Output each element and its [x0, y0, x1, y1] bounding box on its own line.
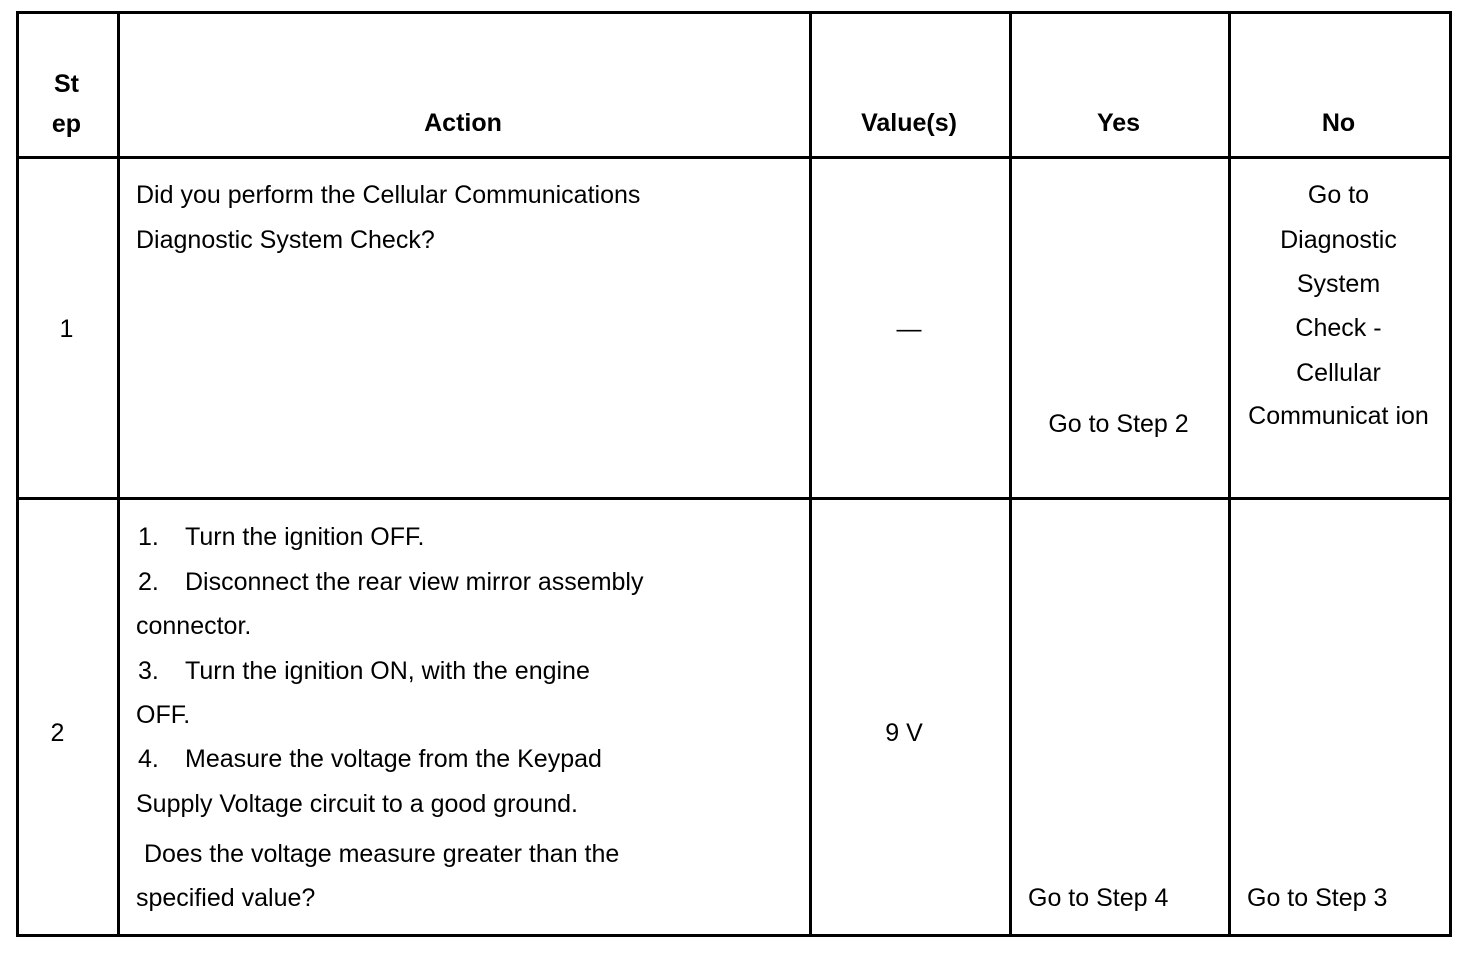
row2-value: 9 V	[885, 719, 923, 747]
row1-no-line3: System	[1296, 270, 1381, 298]
row2-item2-num: 2.	[138, 568, 159, 596]
row1-value: —	[896, 315, 922, 343]
column-divider-action	[809, 11, 812, 937]
row2-yes: Go to Step 4	[1028, 884, 1169, 912]
row1-no-line2: Diagnostic	[1280, 226, 1397, 254]
row1-yes: Go to Step 2	[1048, 410, 1189, 438]
header-divider	[16, 156, 1452, 159]
row2-item2-line2: connector.	[136, 612, 252, 640]
table-border-bottom	[16, 934, 1452, 937]
header-step	[16, 64, 117, 144]
header-yes: Yes	[1096, 109, 1141, 137]
row2-item4-num: 4.	[138, 745, 159, 773]
row1-no-line5: Cellular	[1296, 359, 1381, 387]
row1-no-line1: Go to	[1307, 181, 1370, 209]
row1-action-line2: Diagnostic System Check?	[136, 226, 435, 254]
row2-item3-num: 3.	[138, 657, 159, 685]
row2-item1-num: 1.	[138, 523, 159, 551]
row-divider	[16, 497, 1452, 500]
row2-item3-line2: OFF.	[136, 701, 191, 729]
column-divider-yes	[1228, 11, 1231, 937]
row2-item3-line1: Turn the ignition ON, with the engine	[185, 657, 590, 685]
row1-action-line1: Did you perform the Cellular Communications	[136, 181, 641, 209]
header-step-line2: ep	[51, 110, 82, 138]
row2-step: 2	[50, 719, 65, 747]
column-divider-values	[1009, 11, 1012, 937]
row2-no: Go to Step 3	[1247, 884, 1388, 912]
table-border-left	[16, 11, 19, 937]
row2-question-line1: Does the voltage measure greater than the	[144, 840, 620, 868]
header-no: No	[1321, 109, 1356, 137]
row2-question-line2: specified value?	[136, 884, 316, 912]
row2-item4-line1: Measure the voltage from the Keypad	[185, 745, 602, 773]
table-border-top	[16, 11, 1452, 14]
row1-no-line4: Check -	[1295, 314, 1382, 342]
header-action: Action	[424, 109, 502, 137]
column-divider-step	[117, 11, 120, 937]
row2-item4-line2: Supply Voltage circuit to a good ground.	[136, 790, 578, 818]
row2-item1-line1: Turn the ignition OFF.	[185, 523, 425, 551]
header-step-line1: St	[54, 70, 79, 98]
header-values: Value(s)	[861, 109, 957, 137]
row1-step: 1	[59, 315, 74, 343]
diagnostic-table	[16, 11, 1452, 937]
row2-item2-line1: Disconnect the rear view mirror assembly	[185, 568, 644, 596]
row1-no-line6: Communicat ion	[1248, 402, 1429, 430]
table-border-right	[1449, 11, 1452, 937]
